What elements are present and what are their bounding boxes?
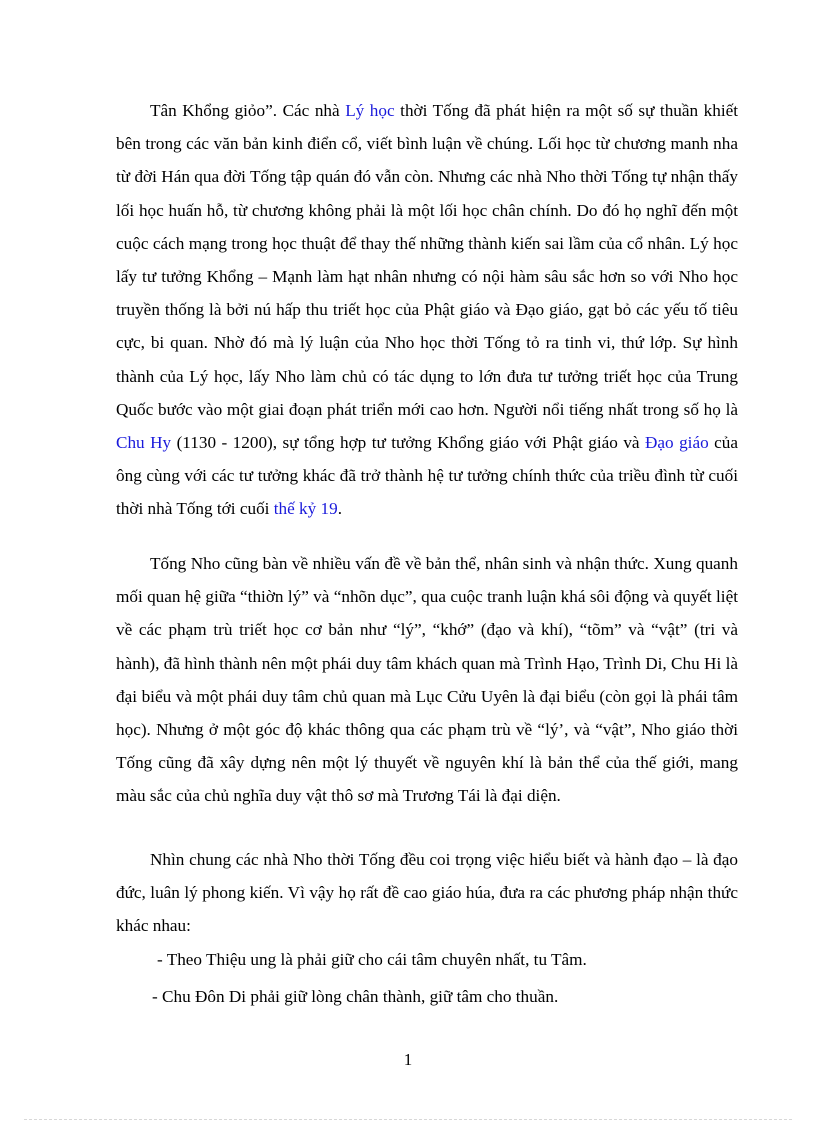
page-number: 1 <box>403 1050 413 1069</box>
paragraph-1 <box>116 94 738 526</box>
list-item-chu-don-di: - Chu Đôn Di phải giữ lòng chân thành, giữ tâm cho thuần. <box>152 987 559 1006</box>
text-run: Tân Khổng giỏo”. Các nhà <box>150 101 346 120</box>
link-dao-giao[interactable]: Đạo giáo <box>645 433 709 453</box>
text-run: . <box>337 499 342 519</box>
list-item-thieu-ung: - Theo Thiệu ung là phải giữ cho cái tâm chuyên nhất, tu Tâm. <box>157 950 587 969</box>
paragraph-3: Nhìn chung các nhà Nho thời Tống đều coi trọng việc hiểu biết và hành đạo – là đạo đức, luân lý phong kiến. Vì vậy họ rất đề cao giáo húa, đưa ra các phương pháp nhận thức khác nhau: <box>116 850 738 936</box>
text-run: của ông cùng với các tư tưởng khác đã trở thành hệ tư tưởng chính thức của triều đình từ cuối thời nhà Tống tới cuối <box>116 433 738 519</box>
paragraph-2: Tống Nho cũng bàn về nhiều vấn đề về bản thể, nhân sinh và nhận thức. Xung quanh mối quan hệ giữa “thiờn lý” và “nhõn dục”, qua cuộc tranh luận khá sôi động và quyết liệt về các phạm trù triết học cơ bản như “lý”, “khớ” (đạo và khí), “tõm” và “vật” (tri và hành), đã hình thành nên một phái duy tâm khách quan mà Trình Hạo, Trình Di, Chu Hi là đại biểu và một phái duy tâm chủ quan mà Lục Cửu Uyên là đại biểu (còn gọi là phái tâm học). Nhưng ở một góc độ khác thông qua các phạm trù về “lý’, và “vật”, Nho giáo thời Tống cũng đã xây dựng nên một lý thuyết về nguyên khí là bản thể của thế giới, mang màu sắc của chủ nghĩa duy vật thô sơ mà Trương Tái là đại diện. <box>116 554 738 806</box>
link-the-ky-19[interactable]: thế kỷ 19 <box>273 499 338 519</box>
text-run: thời Tống đã phát hiện ra một số sự thuần khiết bên trong các văn bản kinh điển cổ, viết bình luận về chúng. Lối học từ chương manh nha từ đời Hán qua đời Tống tập quán đó vẫn còn. Nhưng các nhà Nho thời Tống tự nhận thấy lối học huấn hỗ, từ chương không phải là một lối học chân chính. Do đó họ nghĩ đến một cuộc cách mạng trong học thuật để thay thế những thành kiến sai lầm của cổ nhân. Lý học lấy tư tưởng Khổng – Mạnh làm hạt nhân nhưng có nội hàm sâu sắc hơn so với Nho học truyền thống là bởi nú hấp thu triết học của Phật giáo và Đạo giáo, gạt bỏ các yếu tố tiêu cực, bi quan. Nhờ đó mà lý luận của Nho học thời Tống tỏ ra tinh vi, thứ lớp. Sự hình thành của Lý học, lấy Nho làm chủ có tác dụng to lớn đưa tư tưởng triết học của Trung Quốc bước vào một giai đoạn phát triển mới cao hơn. Người nổi tiếng nhất trong số họ là <box>116 101 739 419</box>
link-ly-hoc[interactable]: Lý học <box>345 101 395 120</box>
text-run: (1130 - 1200), sự tổng hợp tư tưởng Khổng giáo với Phật giáo và <box>171 433 645 453</box>
link-chu-hy[interactable]: Chu Hy <box>116 433 172 453</box>
footer-divider <box>24 1119 792 1120</box>
